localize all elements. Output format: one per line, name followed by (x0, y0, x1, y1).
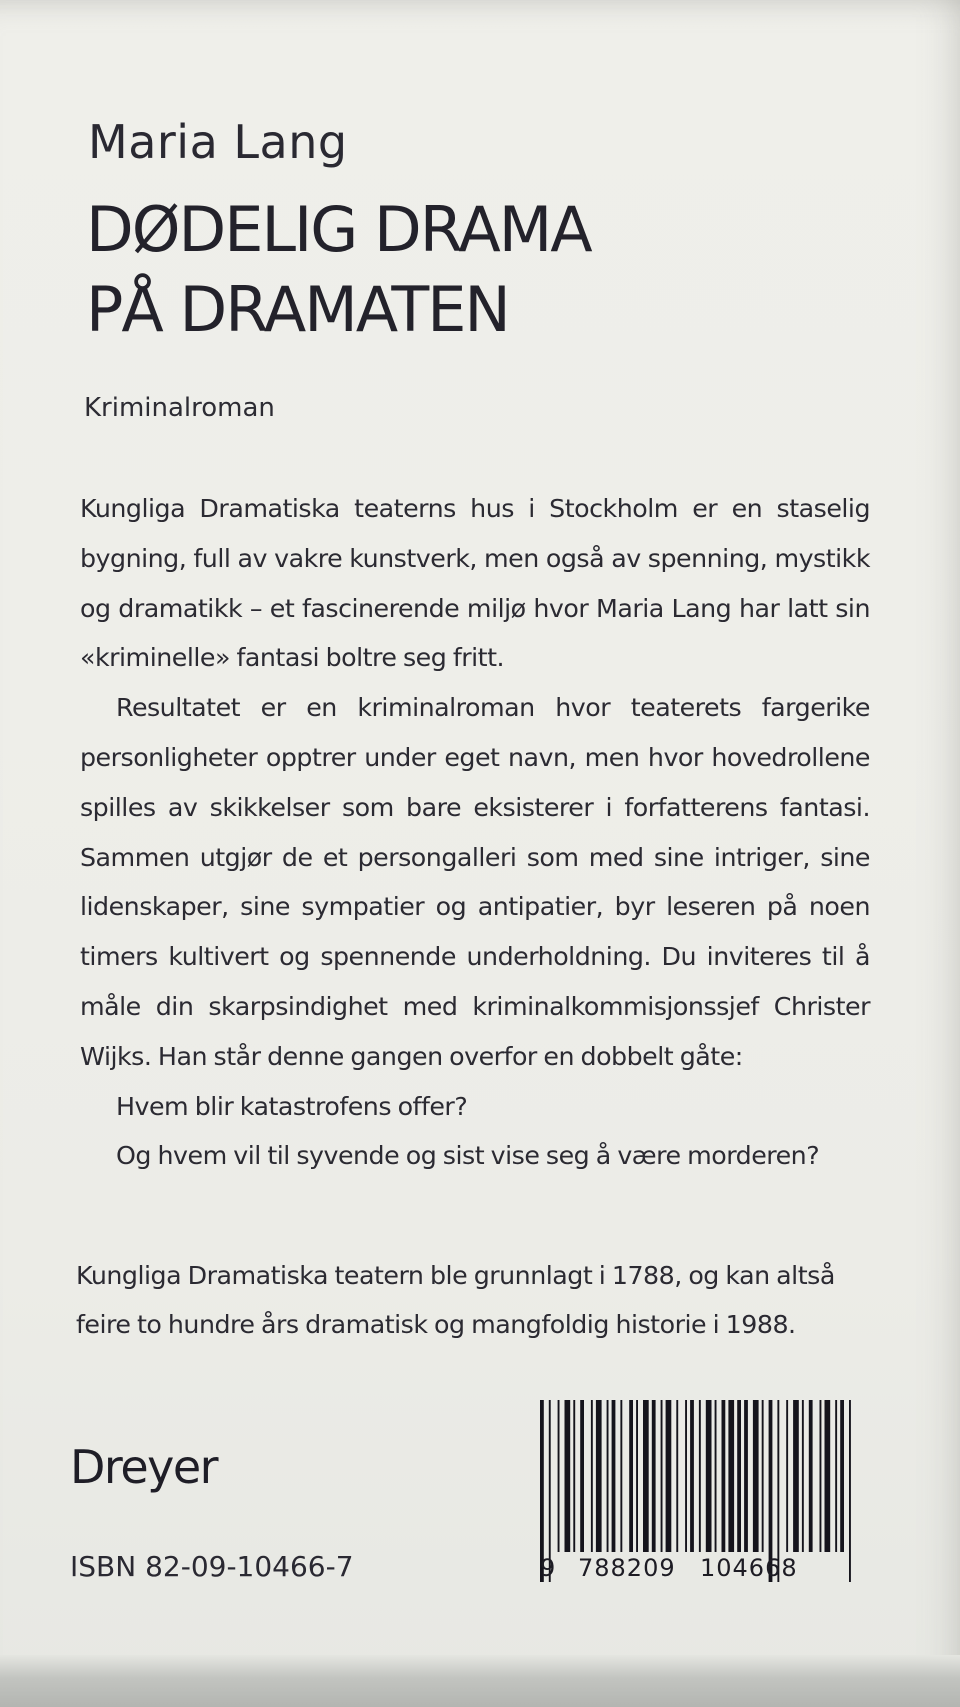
barcode-bar (849, 1400, 851, 1582)
barcode-bar (802, 1400, 804, 1552)
barcode-bar (690, 1400, 694, 1552)
title-line-2: PÅ DRAMATEN (86, 273, 509, 346)
barcode-bar (676, 1400, 678, 1552)
barcode-bar (728, 1400, 734, 1552)
book-title (86, 190, 591, 350)
title-line-1: DØDELIG DRAMA (86, 193, 591, 266)
blurb-question-1: Hvem blir katastrofens offer? (116, 1091, 468, 1121)
history-note: Kungliga Dramatiska teatern ble grunnlagt i 1788, og kan altså feire to hundre års dramatisk og mangfoldig historie i 1988. (76, 1261, 835, 1339)
barcode-bar (607, 1400, 609, 1552)
barcode-bar (636, 1400, 638, 1552)
barcode-bar (661, 1400, 663, 1552)
barcode-bar (652, 1400, 656, 1552)
barcode-bar (596, 1400, 602, 1552)
barcode-bar (685, 1400, 687, 1552)
barcode-bar (835, 1400, 837, 1552)
barcode-bar (620, 1400, 622, 1552)
barcode-digits-right: 104668 (700, 1554, 798, 1582)
cover-bottom-edge (0, 1655, 960, 1707)
barcode-bar (840, 1400, 844, 1552)
barcode-bar (643, 1400, 649, 1552)
genre-label: Kriminalroman (84, 393, 275, 423)
blurb-question-2: Og hvem vil til syvende og sist vise seg å være morderen? (116, 1141, 820, 1171)
isbn-number: ISBN 82-09-10466-7 (70, 1550, 354, 1583)
barcode-bar (558, 1400, 560, 1552)
barcode-bar (744, 1400, 748, 1552)
barcode-bar (629, 1400, 633, 1552)
barcode-bar (786, 1400, 788, 1552)
author-name: Maria Lang (88, 115, 348, 169)
barcode-bar (715, 1400, 717, 1552)
blurb-text (80, 484, 870, 1181)
barcode-bar (820, 1400, 822, 1552)
blurb-paragraph-2: Resultatet er en kriminalroman hvor teaterets fargerike personligheter opptrer under eget navn, men hvor hovedrollene spilles av skikkelser som bare eksisterer i forfatterens fantasi. Sammen utgjør de et persongalleri som med sine intriger, sine lidenskaper, sine sympatier og antipatier, byr leseren på noen timers kultivert og spennende underholdning. Du inviteres til å måle din skarpsindighet med kriminalkommisjonssjef Christer Wijks. Han står denne gangen overfor en dobbelt gåte: (80, 693, 870, 1071)
barcode-bar (753, 1400, 759, 1552)
barcode-bar (666, 1400, 672, 1552)
barcode-bar (737, 1400, 741, 1552)
barcode-bar (793, 1400, 799, 1552)
barcode-bar (573, 1400, 575, 1552)
barcode-digits-left: 788209 (578, 1554, 676, 1582)
blurb-paragraph-1: Kungliga Dramatiska teaterns hus i Stockholm er en staselig bygning, full av vakre kunstverk, men også av spenning, mystikk og dramatikk – et fascinerende miljø hvor Maria Lang har latt sin «kriminelle» fantasi boltre seg fritt. (80, 494, 870, 673)
barcode-bar (706, 1400, 712, 1552)
barcode-bar (762, 1400, 764, 1552)
barcode-digit-first: 9 (540, 1554, 556, 1582)
barcode-bar (825, 1400, 831, 1552)
barcode-bar (612, 1400, 616, 1552)
barcode-bar (699, 1400, 701, 1552)
barcode-bar (565, 1400, 571, 1552)
barcode-bar (591, 1400, 593, 1552)
barcode-bar (722, 1400, 726, 1552)
publisher-logo: Dreyer (70, 1440, 218, 1494)
barcode-bar (809, 1400, 813, 1552)
barcode-bar (580, 1400, 584, 1552)
